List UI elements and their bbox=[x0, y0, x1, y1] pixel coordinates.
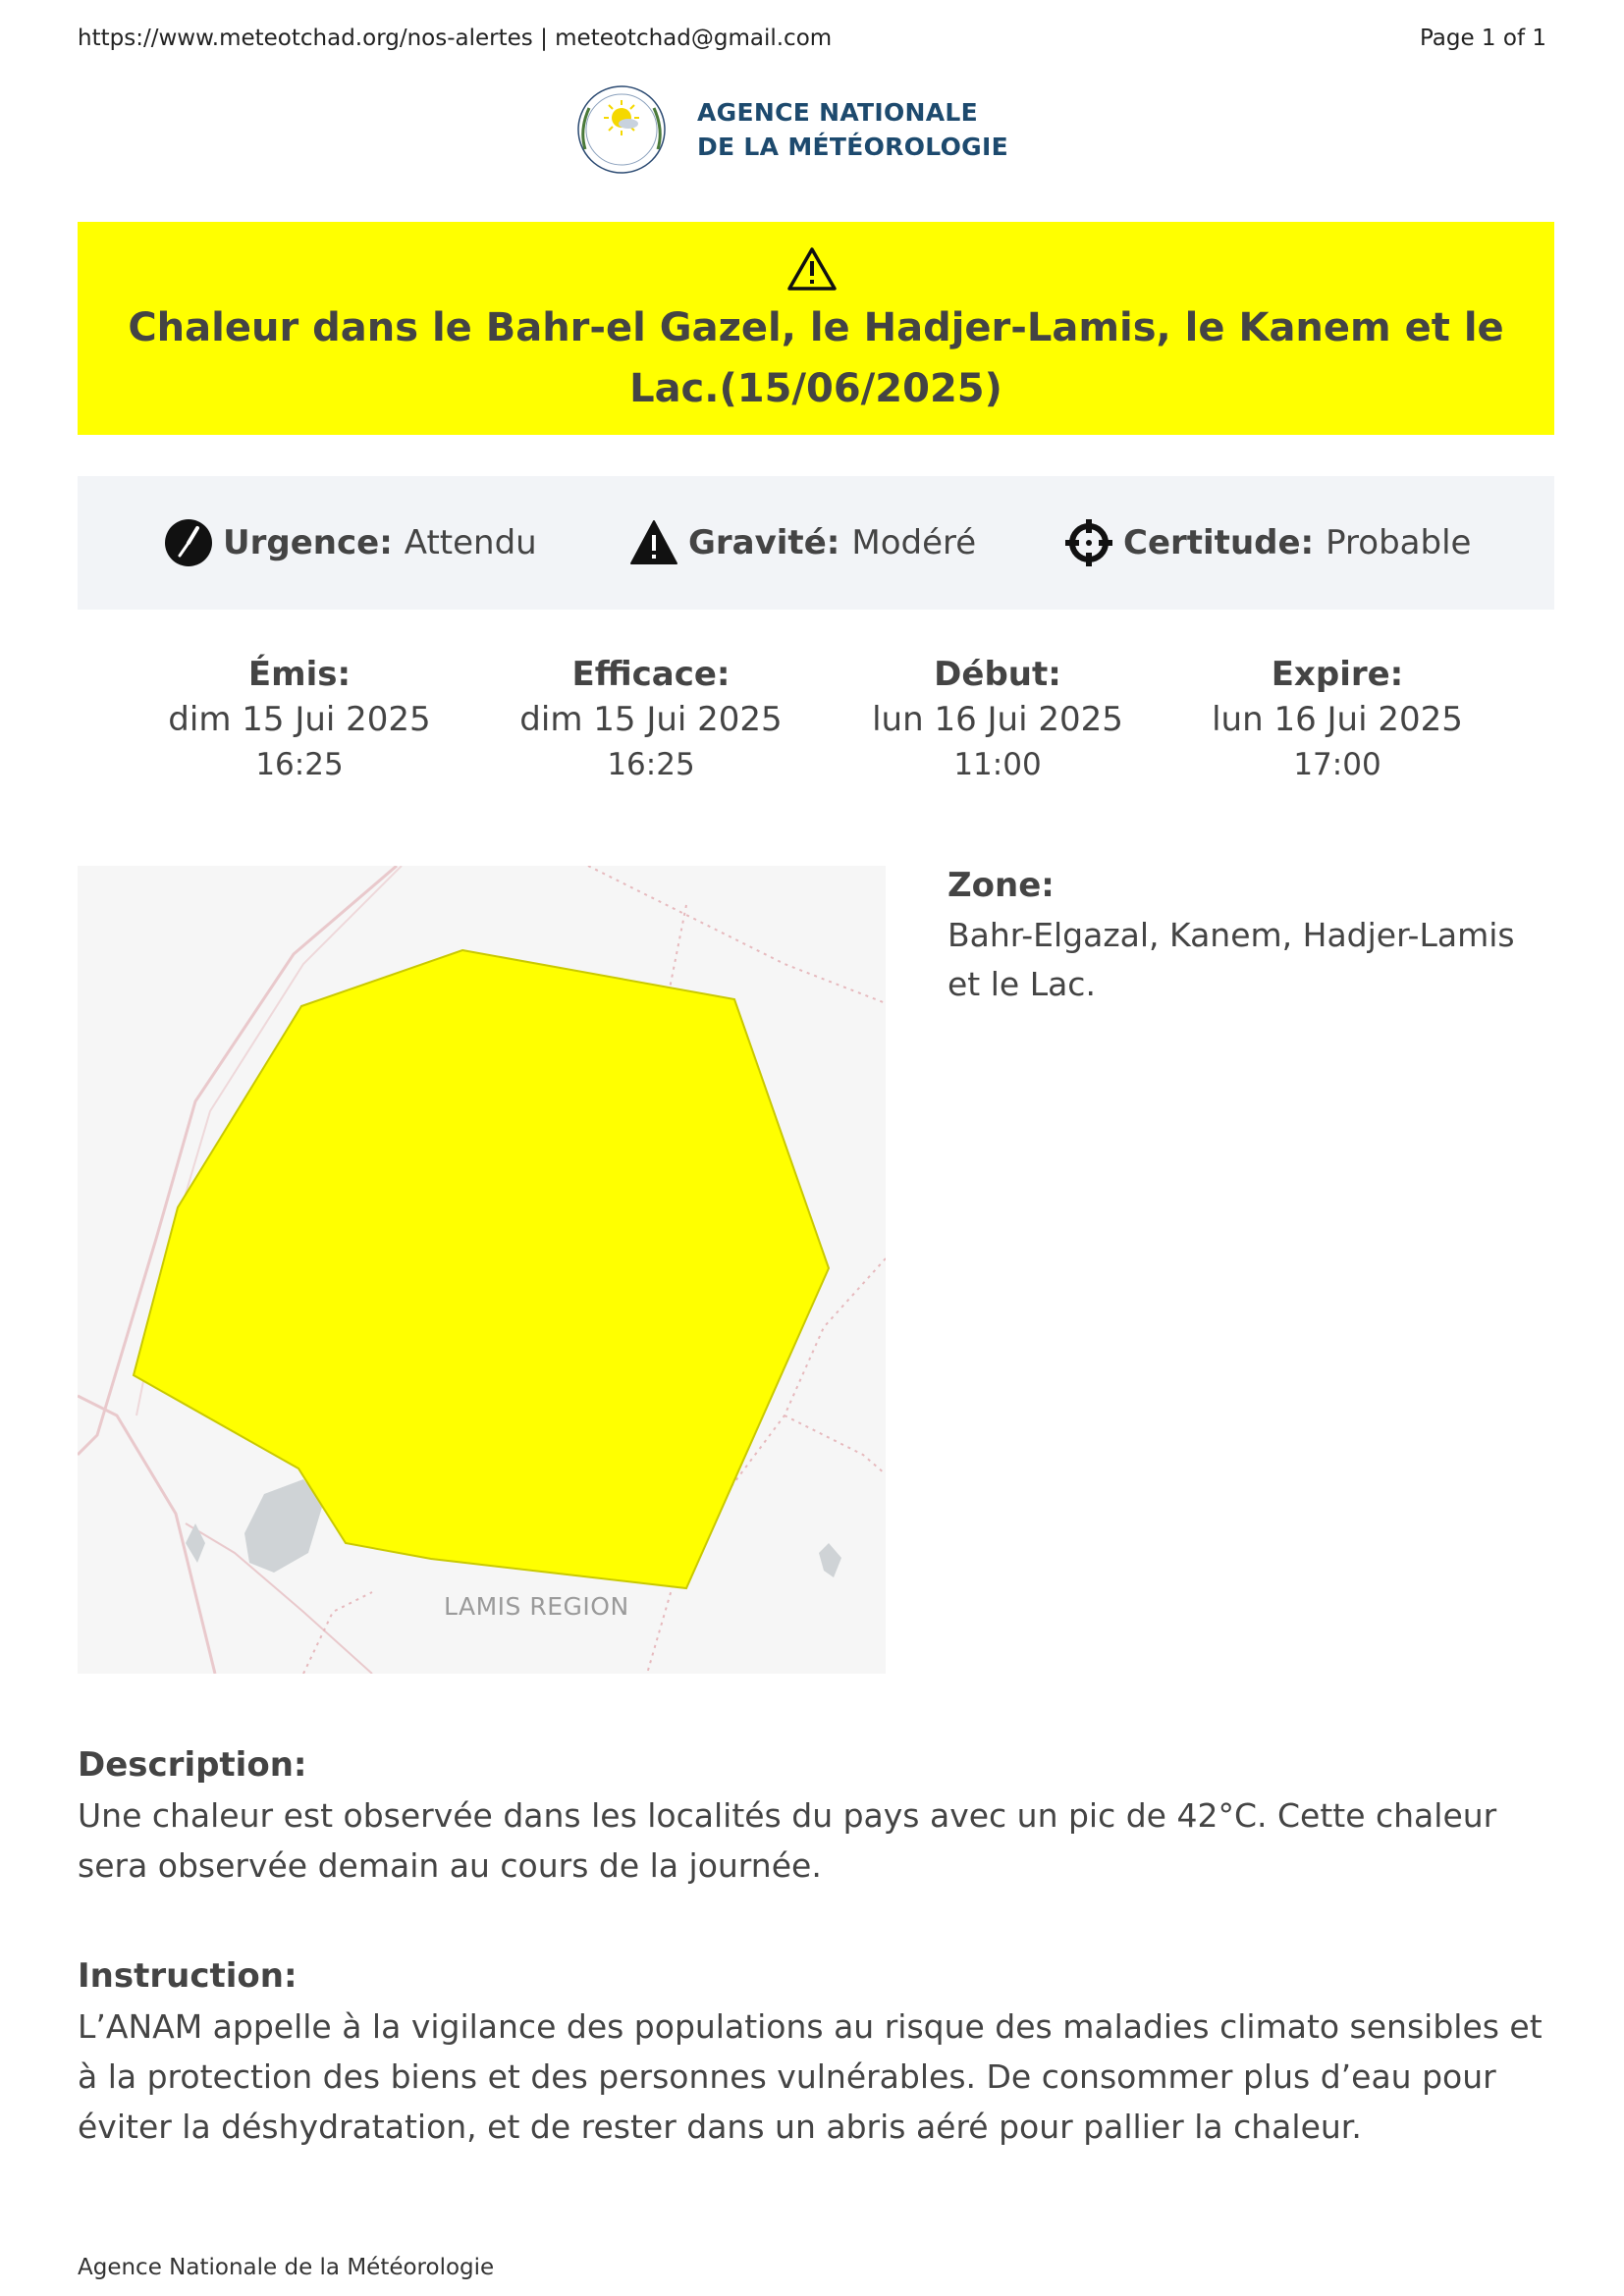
date-time: 17:00 bbox=[1293, 747, 1381, 782]
map-canvas bbox=[78, 866, 886, 1674]
urgency-value: Attendu bbox=[404, 523, 537, 562]
date-time: 16:25 bbox=[607, 747, 695, 782]
description-section bbox=[78, 1743, 1554, 1891]
header-contact: https://www.meteotchad.org/nos-alertes | meteotchad@gmail.com bbox=[78, 26, 833, 51]
alert-title: Chaleur dans le Bahr-el Gazel, le Hadjer-Lamis, le Kanem et le Lac.(15/06/2025) bbox=[128, 305, 1504, 411]
date-effective bbox=[494, 653, 808, 786]
certainty-item bbox=[1064, 519, 1471, 566]
crosshair-icon bbox=[1064, 518, 1113, 567]
description-text: Une chaleur est observée dans les localités du pays avec un pic de 42°C. Cette chaleur sera observée demain au cours de la journée. bbox=[78, 1796, 1497, 1885]
instruction-section bbox=[78, 1954, 1554, 2152]
alert-area-map bbox=[78, 866, 886, 1674]
instruction-text: L’ANAM appelle à la vigilance des populations au risque des maladies climato sensibles et à la protection des biens et des personnes vulnérables. De consommer plus d’eau pour éviter la déshydratation, et de rester dans un abris aéré pour pallier la chaleur. bbox=[78, 2007, 1543, 2146]
anam-emblem-icon bbox=[568, 80, 676, 179]
date-label: Émis: bbox=[247, 655, 352, 694]
date-day: lun 16 Jui 2025 bbox=[872, 700, 1123, 739]
alert-banner bbox=[78, 222, 1554, 435]
warning-icon bbox=[786, 246, 838, 292]
description-label: Description: bbox=[78, 1745, 307, 1785]
clock-icon bbox=[164, 518, 213, 567]
urgency-item bbox=[164, 519, 537, 566]
severity-value: Modéré bbox=[851, 523, 977, 562]
urgency-label: Urgence: bbox=[223, 523, 393, 562]
date-day: lun 16 Jui 2025 bbox=[1212, 700, 1463, 739]
warning-icon bbox=[629, 518, 678, 567]
date-label: Efficace: bbox=[571, 655, 731, 694]
certainty-value: Probable bbox=[1326, 523, 1472, 562]
footer-agency: Agence Nationale de la Météorologie bbox=[78, 2255, 495, 2280]
page-number: Page 1 of 1 bbox=[1419, 26, 1546, 51]
logo-line-1: AGENCE NATIONALE bbox=[697, 98, 979, 127]
date-onset bbox=[840, 653, 1155, 786]
date-expires bbox=[1180, 653, 1494, 786]
severity-item bbox=[629, 519, 976, 566]
date-time: 16:25 bbox=[255, 747, 344, 782]
map-region-label: LAMIS REGION bbox=[444, 1592, 629, 1621]
date-issued bbox=[142, 653, 457, 786]
date-label: Expire: bbox=[1271, 655, 1404, 694]
zone-label: Zone: bbox=[947, 866, 1055, 905]
instruction-label: Instruction: bbox=[78, 1956, 298, 1996]
anam-logo bbox=[568, 80, 1058, 179]
alert-dates bbox=[78, 653, 1554, 800]
logo-line-2: DE LA MÉTÉOROLOGIE bbox=[697, 133, 1008, 161]
date-label: Début: bbox=[934, 655, 1061, 694]
severity-label: Gravité: bbox=[688, 523, 840, 562]
zone-value: Bahr-Elgazal, Kanem, Hadjer-Lamis et le Lac. bbox=[947, 916, 1515, 1003]
certainty-label: Certitude: bbox=[1123, 523, 1315, 562]
date-day: dim 15 Jui 2025 bbox=[519, 700, 783, 739]
alert-meta-bar bbox=[78, 476, 1554, 610]
zone-section bbox=[947, 864, 1537, 1009]
date-time: 11:00 bbox=[953, 747, 1042, 782]
date-day: dim 15 Jui 2025 bbox=[168, 700, 431, 739]
